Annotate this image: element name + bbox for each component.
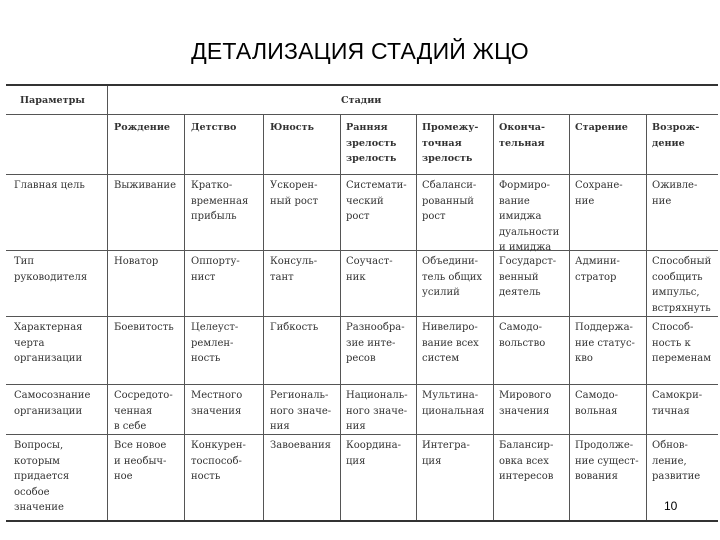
- table-cell: Сохране- ние: [575, 180, 623, 207]
- column-header: Детство: [191, 122, 237, 133]
- table-cell: Координа- ция: [346, 440, 402, 467]
- row-label: Вопросы, которым придается особое значение: [14, 440, 70, 513]
- table-cell: Объедини- тель общих усилий: [422, 256, 483, 298]
- column-header: Ранняя зрелость зрелость: [346, 122, 397, 164]
- table-cell: Способный сообщить импульс, встряхнуть: [652, 256, 712, 314]
- row-rule: [6, 316, 718, 317]
- table-cell: Способ- ность к переменам: [652, 322, 712, 364]
- column-header: Возрож- дение: [652, 122, 700, 149]
- table-cell: Соучаст- ник: [346, 256, 393, 283]
- column-rule: [493, 114, 494, 520]
- table-cell: Оппорту- нист: [191, 256, 240, 283]
- stages-header: Стадии: [341, 95, 382, 106]
- table-cell: Государст- венный деятель: [499, 256, 557, 298]
- table-cell: Все новое и необыч- ное: [114, 440, 167, 482]
- column-rule: [646, 114, 647, 520]
- table-cell: Сбаланси- рованный рост: [422, 180, 477, 222]
- row-label: Характерная черта организации: [14, 322, 83, 364]
- table-cell: Самодо- вольство: [499, 322, 546, 349]
- stages-table: [6, 84, 718, 522]
- column-rule: [184, 114, 185, 520]
- row-rule: [6, 384, 718, 385]
- table-cell: Гибкость: [270, 322, 319, 333]
- row-label: Тип руководителя: [14, 256, 88, 283]
- page-number: 10: [664, 499, 678, 513]
- table-cell: Конкурен- тоспособ- ность: [191, 440, 246, 482]
- table-cell: Мирового значения: [499, 390, 552, 417]
- table-cell: Формиро- вание имиджа дуальности и имиджа: [499, 180, 560, 253]
- table-cell: Разнообра- зие инте- ресов: [346, 322, 405, 364]
- table-cell: Обнов- ление, развитие: [652, 440, 701, 482]
- table-cell: Админи- стратор: [575, 256, 620, 283]
- table-cell: Сосредото- ченная в себе: [114, 390, 173, 432]
- table-cell: Продолже- ние сущест- вования: [575, 440, 639, 482]
- row-label: Главная цель: [14, 180, 85, 191]
- table-cell: Новатор: [114, 256, 159, 267]
- table-cell: Боевитость: [114, 322, 174, 333]
- table-cell: Самодо- вольная: [575, 390, 618, 417]
- table-cell: Ускорен- ный рост: [270, 180, 319, 207]
- table-cell: Оживле- ние: [652, 180, 698, 207]
- table-cell: Поддержа- ние статус- кво: [575, 322, 635, 364]
- row-rule: [6, 250, 718, 251]
- column-header: Старение: [575, 122, 628, 133]
- table-cell: Мультина- циональная: [422, 390, 485, 417]
- table-cell: Целеуст- ремлен- ность: [191, 322, 239, 364]
- column-header: Оконча- тельная: [499, 122, 545, 149]
- column-rule: [569, 114, 570, 520]
- parameters-header: Параметры: [20, 95, 85, 106]
- column-header: Промежу- точная зрелость: [422, 122, 479, 164]
- column-rule: [340, 114, 341, 520]
- column-header: Рождение: [114, 122, 171, 133]
- table-cell: Завоевания: [270, 440, 331, 451]
- table-cell: Местного значения: [191, 390, 243, 417]
- column-rule: [416, 114, 417, 520]
- row-rule: [6, 174, 718, 175]
- table-cell: Нивелиро- вание всех систем: [422, 322, 479, 364]
- table-cell: Интегра- ция: [422, 440, 470, 467]
- slide-title: ДЕТАЛИЗАЦИЯ СТАДИЙ ЖЦО: [191, 38, 529, 64]
- table-cell: Консуль- тант: [270, 256, 318, 283]
- column-rule: [107, 86, 108, 520]
- table-cell: Кратко- временная прибыль: [191, 180, 249, 222]
- column-header: Юность: [270, 122, 315, 133]
- table-cell: Самокри- тичная: [652, 390, 703, 417]
- row-label: Самосознание организации: [14, 390, 91, 417]
- column-rule: [263, 114, 264, 520]
- header-rule: [6, 114, 718, 115]
- table-cell: Выживание: [114, 180, 177, 191]
- table-cell: Националь- ного значе- ния: [346, 390, 408, 432]
- table-cell: Балансир- овка всех интересов: [499, 440, 554, 482]
- table-cell: Региональ- ного значе- ния: [270, 390, 332, 432]
- table-cell: Системати- ческий рост: [346, 180, 407, 222]
